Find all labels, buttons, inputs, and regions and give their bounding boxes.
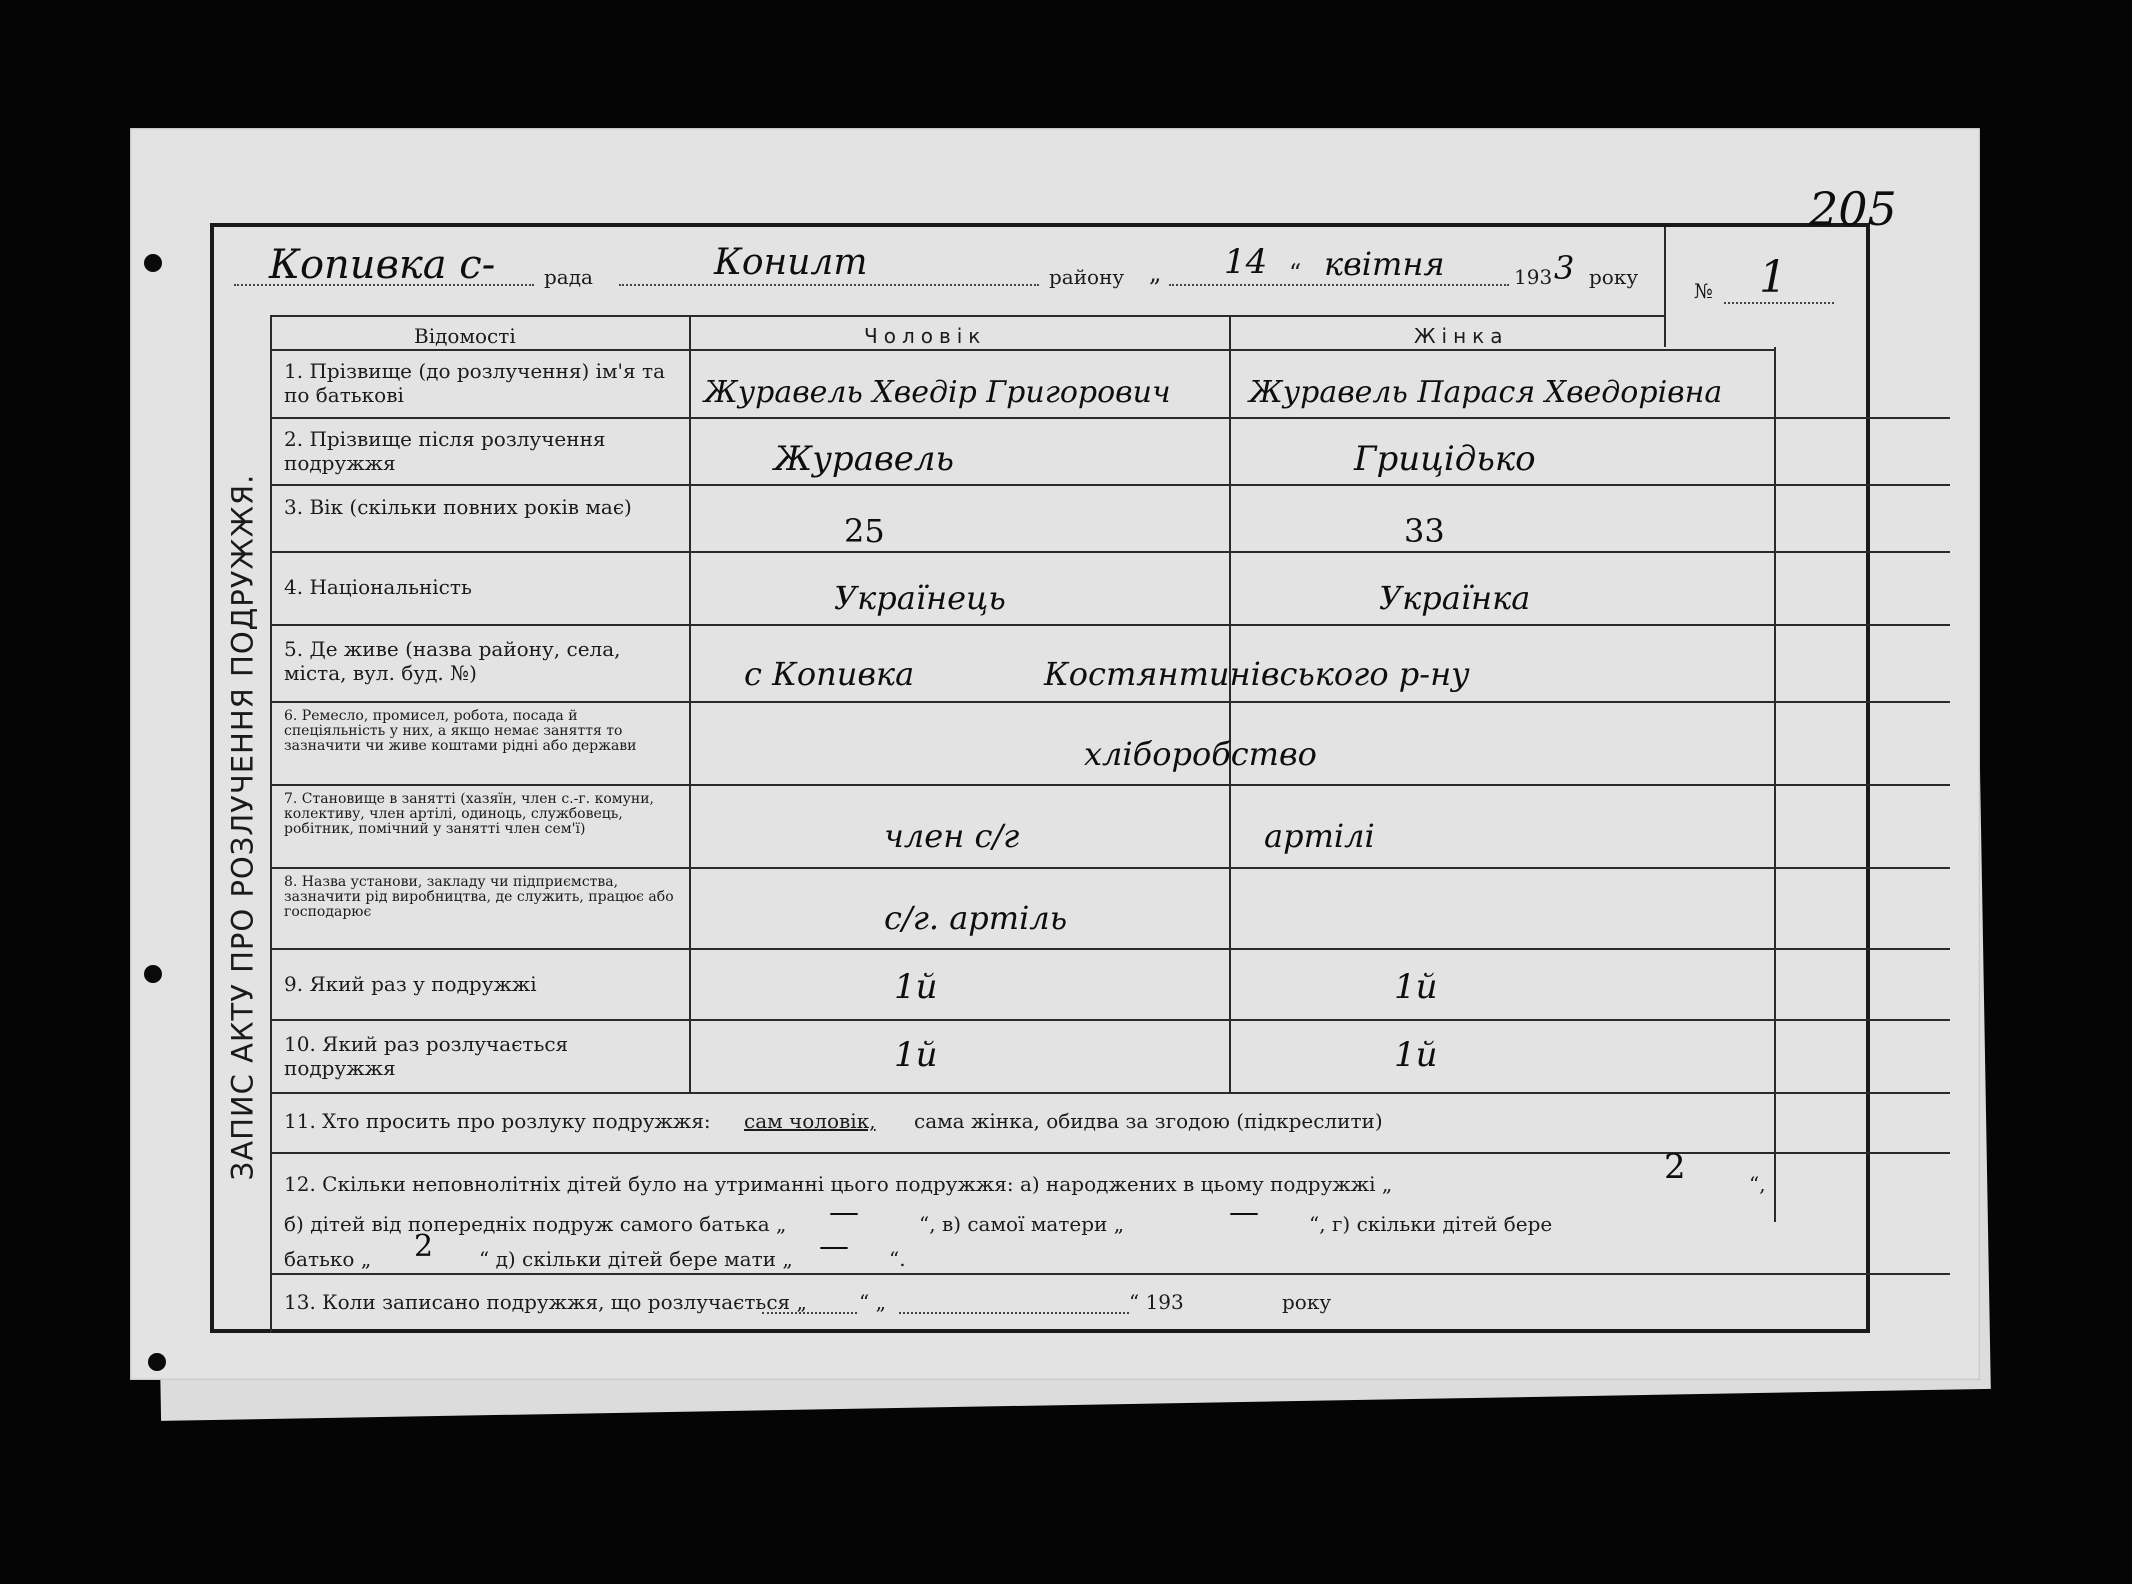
question-12-mother-takes-value: — <box>819 1229 849 1264</box>
wife-name-value: Журавель Парася Хведорівна <box>1249 375 1723 410</box>
month-handwritten: квітня <box>1324 245 1445 283</box>
wife-status-value: артілі <box>1264 817 1375 855</box>
question-12-line-3: батько „ <box>284 1247 372 1271</box>
divider <box>270 551 1950 553</box>
wife-age-value: 33 <box>1404 512 1445 550</box>
question-13-roku: року <box>1282 1290 1332 1314</box>
column-header-wife: Жінка <box>1414 324 1509 348</box>
question-11-selected-option: сам чоловік, <box>744 1109 876 1133</box>
punch-hole <box>148 1353 166 1371</box>
wife-divorce-count-value: 1й <box>1394 1035 1438 1075</box>
divider <box>270 417 1950 419</box>
side-title: ЗАПИС АКТУ ПРО РОЗЛУЧЕННЯ ПОДРУЖЖЯ. <box>225 473 260 1181</box>
question-12-line-2-mid: “, в) самої матери „ <box>919 1212 1125 1236</box>
day-handwritten: 14 <box>1224 242 1268 282</box>
husband-surname-after-value: Журавель <box>774 439 955 479</box>
dotted-line <box>619 284 1039 286</box>
column-header-husband: Чоловік <box>864 324 987 348</box>
husband-nationality-value: Українець <box>834 579 1006 617</box>
village-handwritten: Копивка с- <box>269 242 496 288</box>
divider <box>1664 227 1666 347</box>
divider <box>270 315 1666 317</box>
husband-status-value: член с/г <box>884 817 1020 855</box>
divider <box>270 624 1950 626</box>
husband-name-value: Журавель Хведір Григорович <box>704 375 1171 410</box>
question-12-line-2: б) дітей від попередніх подруж самого батька „ <box>284 1212 787 1236</box>
divider <box>270 349 1774 351</box>
dotted-line <box>1724 302 1834 304</box>
divider <box>1229 315 1231 1092</box>
rada-label: рада <box>544 265 593 289</box>
question-12-line-1: 12. Скільки неповнолітніх дітей було на утриманні цього подружжя: а) народжених в цьому подружжі „ <box>284 1172 1393 1196</box>
wife-residence-value: Костянтинівського р-ну <box>1044 655 1470 693</box>
divider <box>270 1152 1950 1154</box>
number-handwritten: 1 <box>1759 252 1787 303</box>
husband-divorce-count-value: 1й <box>894 1035 938 1075</box>
punch-hole <box>144 254 162 272</box>
question-11-other-options: сама жінка, обидва за згодою (підкреслити) <box>914 1109 1383 1133</box>
row-label-4: 4. Національність <box>284 575 472 599</box>
quote-close: “ <box>1289 259 1302 287</box>
divider <box>270 948 1950 950</box>
row-label-9: 9. Який раз у подружжі <box>284 972 537 996</box>
wife-nationality-value: Українка <box>1379 579 1531 617</box>
divider <box>270 701 1950 703</box>
row-label-5: 5. Де живе (назва району, села, міста, вул. буд. №) <box>284 637 621 685</box>
question-12-mother-children-value: — <box>1229 1195 1259 1230</box>
dotted-line <box>1169 284 1509 286</box>
dotted-line <box>899 1312 1129 1314</box>
husband-residence-value: с Копивка <box>744 655 915 693</box>
divider <box>270 1019 1950 1021</box>
column-header-info: Відомості <box>414 324 516 348</box>
question-12-line-2-end: “, г) скільки дітей бере <box>1309 1212 1553 1236</box>
roku-label: року <box>1589 265 1639 289</box>
row-label-6: 6. Ремесло, промисел, робота, посада й спеціяльність у них, а якщо немає заняття то зазначити чи живе коштами рідні або держави <box>284 708 637 754</box>
divorce-record-form <box>130 128 1980 1380</box>
raion-label: району <box>1049 265 1125 289</box>
punch-hole <box>144 965 162 983</box>
divider <box>270 484 1950 486</box>
question-12-children-value: 2 <box>1664 1147 1686 1187</box>
question-13-year: “ 193 <box>1129 1290 1184 1314</box>
question-13-label: 13. Коли записано подружжя, що розлучається „ <box>284 1290 807 1314</box>
row-label-1: 1. Прізвище (до розлучення) ім'я та по батькові <box>284 359 666 407</box>
husband-institution-value: с/г. артіль <box>884 899 1068 937</box>
row-label-3: 3. Вік (скільки повних років має) <box>284 495 632 519</box>
dotted-line <box>762 1312 857 1314</box>
form-frame <box>210 182 1897 1333</box>
dotted-line <box>234 284 534 286</box>
divider <box>270 784 1950 786</box>
row-label-7: 7. Становище в занятті (хазяїн, член с.-г. комуни, колективу, член артілі, одиноць, службовець, робітник, помічний у занятті член сем'ї) <box>284 791 655 837</box>
question-11-prefix: 11. Хто просить про розлуку подружжя: <box>284 1109 711 1133</box>
question-12-line-3-mid: “ д) скільки дітей бере мати „ <box>479 1247 793 1271</box>
district-handwritten: Конилт <box>714 242 868 283</box>
divider <box>270 867 1950 869</box>
year-label: 193 <box>1514 265 1553 289</box>
question-12-father-children-value: — <box>829 1195 859 1230</box>
wife-marriage-count-value: 1й <box>1394 967 1438 1007</box>
divider <box>689 315 691 1092</box>
quote-open: „ <box>1149 259 1162 287</box>
row-label-10: 10. Який раз розлучається подружжя <box>284 1032 569 1080</box>
wife-surname-after-value: Грицідько <box>1354 439 1536 479</box>
divider <box>270 315 272 1333</box>
question-12-line-1-end: “, <box>1749 1172 1766 1196</box>
husband-marriage-count-value: 1й <box>894 967 938 1007</box>
number-label: № <box>1694 279 1713 303</box>
corner-number-handwritten: 205 <box>1809 182 1897 236</box>
question-12-line-3-end: “. <box>889 1247 906 1271</box>
row-label-2: 2. Прізвище після розлучення подружжя <box>284 427 606 475</box>
husband-occupation-value: хліборобство <box>1084 735 1317 773</box>
question-13-quote: “ „ <box>859 1290 886 1314</box>
husband-age-value: 25 <box>844 512 885 550</box>
divider <box>270 1092 1950 1094</box>
year-handwritten: 3 <box>1554 249 1575 287</box>
divider <box>270 1273 1950 1275</box>
question-12-father-takes-value: 2 <box>414 1229 434 1264</box>
row-label-8: 8. Назва установи, закладу чи підприємства, зазначити рід виробництва, де служить, працює або господарює <box>284 874 674 920</box>
